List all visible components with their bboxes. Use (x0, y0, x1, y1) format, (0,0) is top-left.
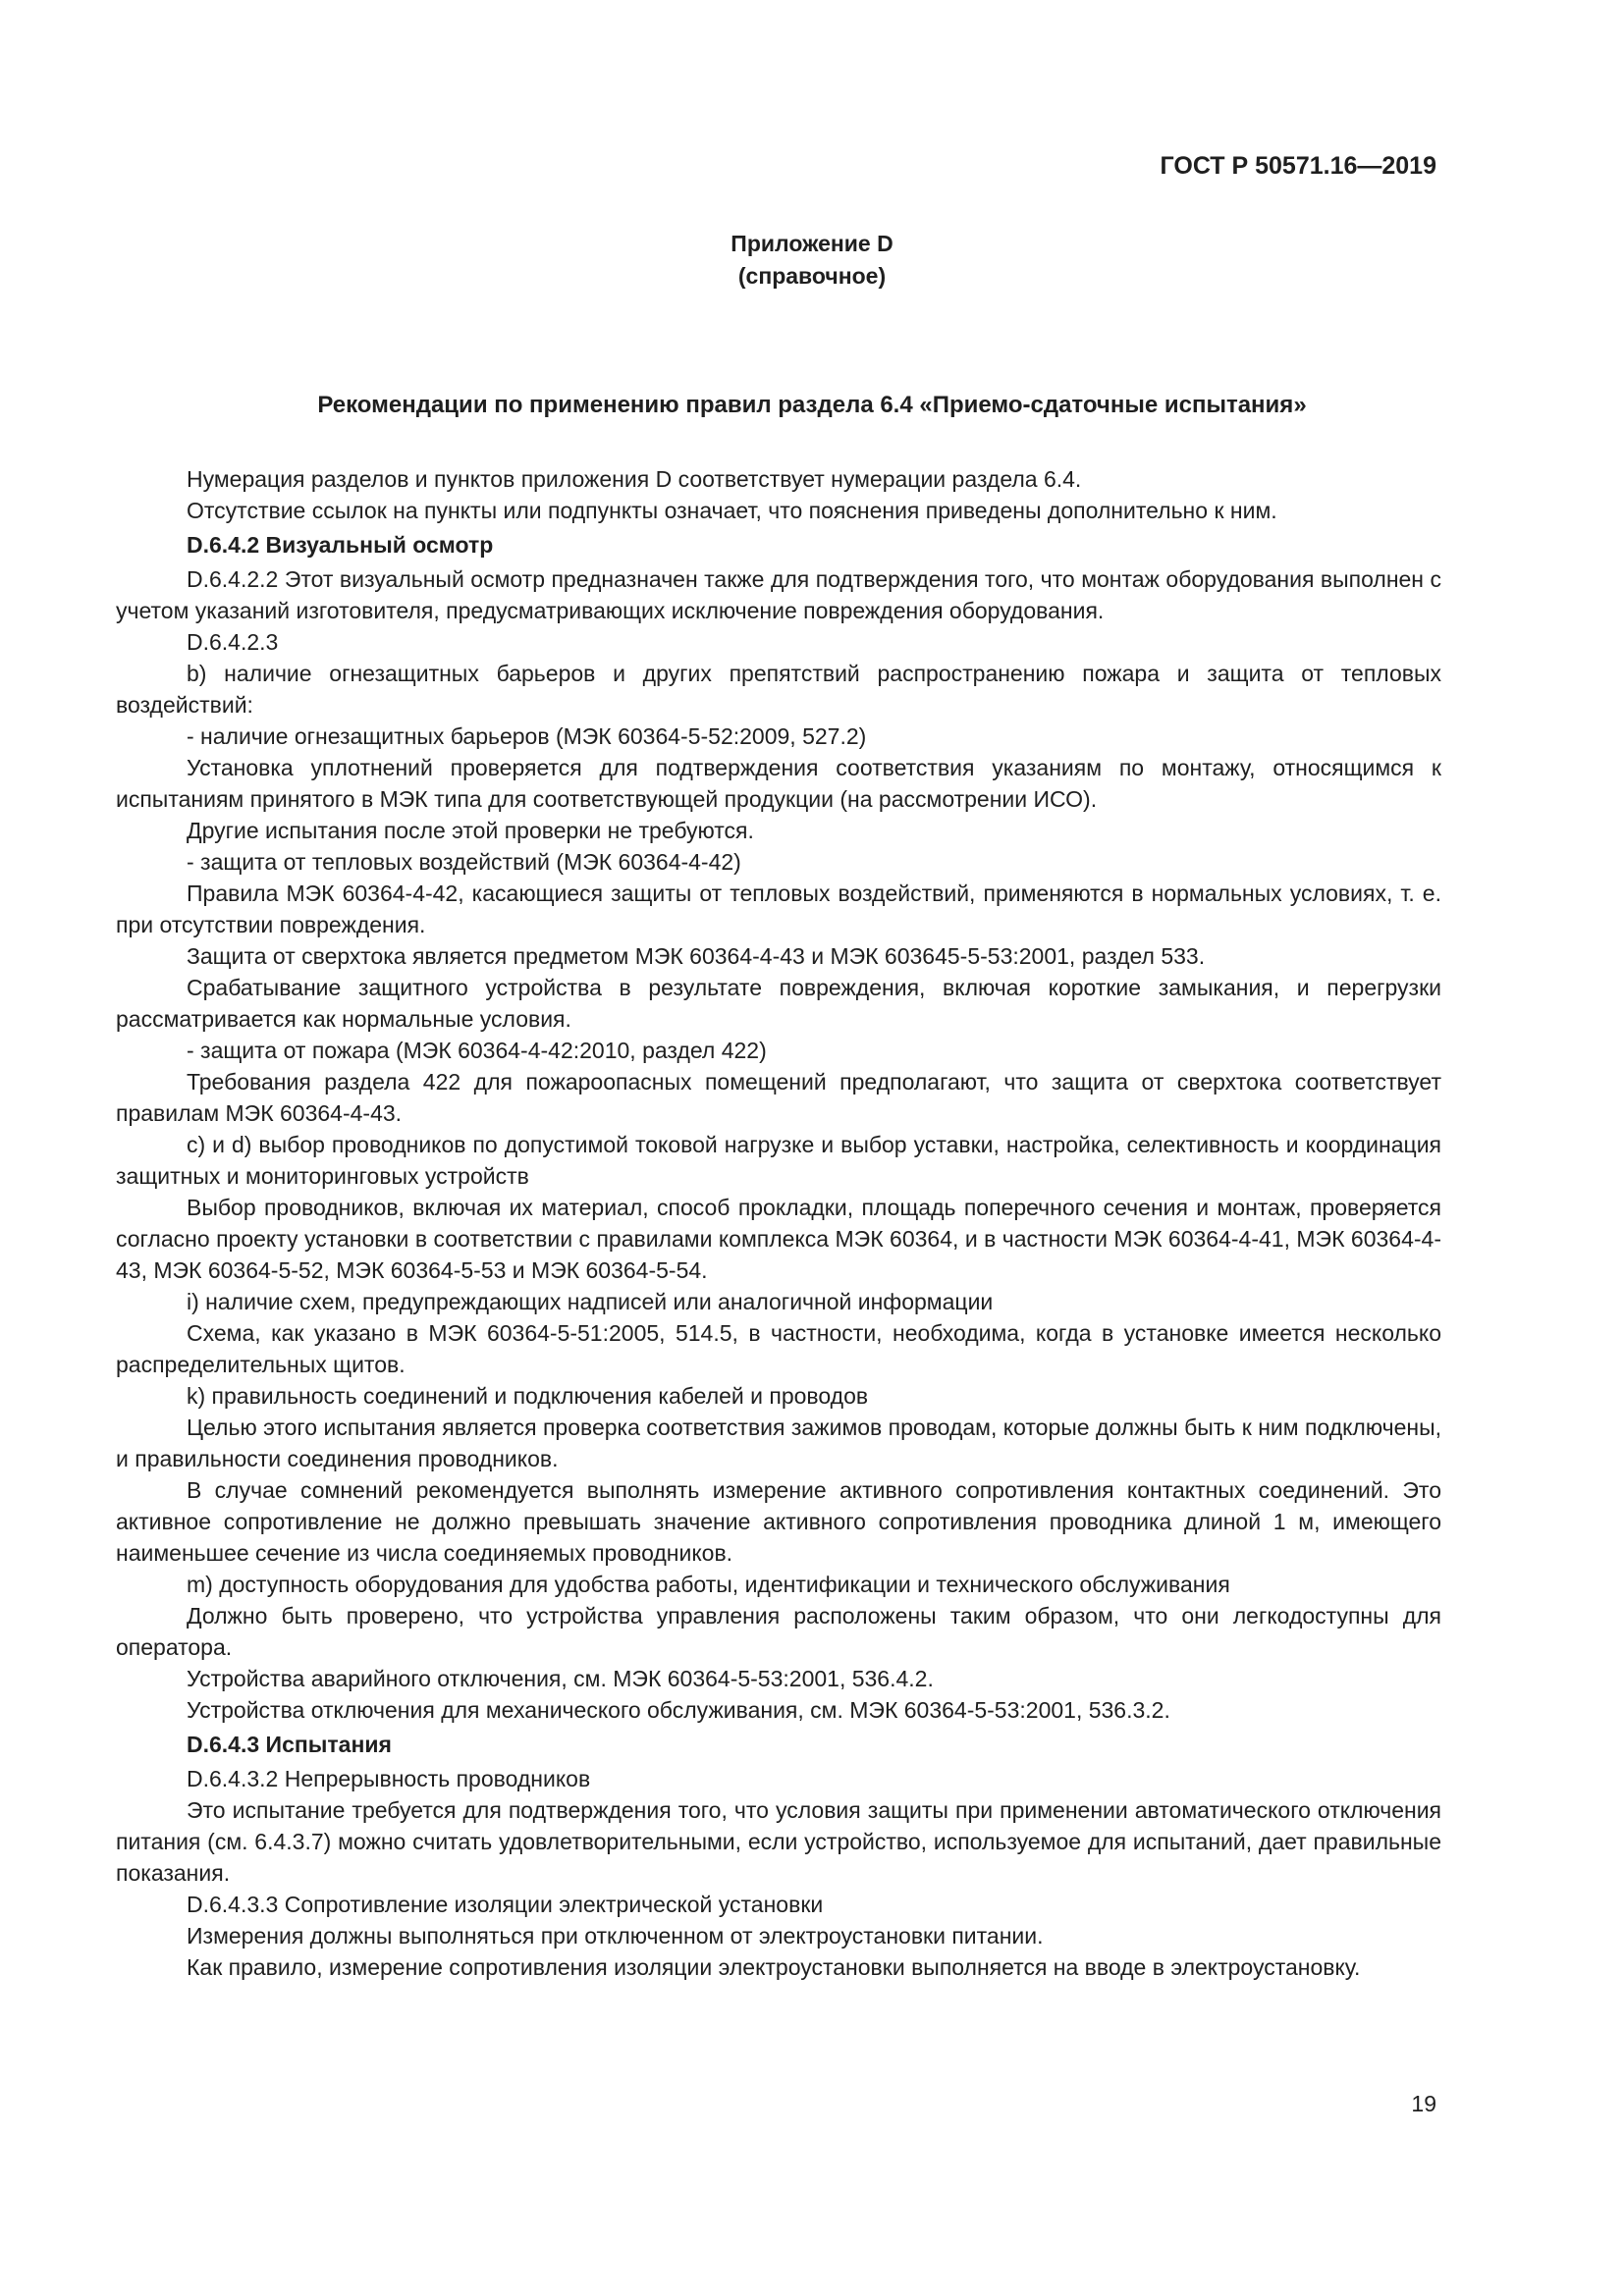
paragraph: Защита от сверхтока является предметом МЭК 60364-4-43 и МЭК 603645-5-53:2001, раздел 533. (187, 943, 1206, 969)
paragraph: Устройства аварийного отключения, см. МЭК 60364-5-53:2001, 536.4.2. (187, 1666, 934, 1691)
paragraph: Правила МЭК 60364-4-42, касающиеся защиты от тепловых воздействий, применяются в нормальных условиях, т. е. при отсутствии повреждения. (116, 881, 1441, 937)
subsection-heading: D.6.4.3 Испытания (187, 1732, 392, 1757)
paragraph: - защита от тепловых воздействий (МЭК 60364-4-42) (187, 849, 741, 875)
paragraph: Требования раздела 422 для пожароопасных помещений предполагают, что защита от сверхтока соответствует правилам МЭК 60364-4-43. (116, 1069, 1441, 1126)
paragraph: D.6.4.2.2 Этот визуальный осмотр предназначен также для подтверждения того, что монтаж оборудования выполнен с учетом указаний изготовителя, предусматривающих исключение повреждения оборудования. (116, 566, 1441, 623)
paragraph: i) наличие схем, предупреждающих надписей или аналогичной информации (187, 1289, 994, 1314)
section-heading: Рекомендации по применению правил раздела 6.4 «Приемо-сдаточные испытания» (317, 392, 1307, 418)
paragraph: Срабатывание защитного устройства в результате повреждения, включая короткие замыкания, и перегрузки рассматривается как нормальные условия. (116, 975, 1441, 1032)
subsection-heading: D.6.4.2 Визуальный осмотр (187, 532, 494, 558)
paragraph: Другие испытания после этой проверки не требуются. (187, 818, 754, 843)
paragraph: D.6.4.3.3 Сопротивление изоляции электрической установки (187, 1892, 824, 1917)
paragraph: - наличие огнезащитных барьеров (МЭК 60364-5-52:2009, 527.2) (187, 723, 867, 749)
paragraph: Нумерация разделов и пунктов приложения D соответствует нумерации раздела 6.4. (187, 466, 1082, 492)
annex-subtitle: (справочное) (737, 263, 887, 289)
paragraph: Установка уплотнений проверяется для подтверждения соответствия указаниям по монтажу, относящимся к испытаниям принятого в МЭК типа для соответствующей продукции (на рассмотрении ИСО). (116, 755, 1441, 812)
paragraph: c) и d) выбор проводников по допустимой токовой нагрузке и выбор уставки, настройка, селективность и координация защитных и мониторинговых устройств (116, 1132, 1441, 1189)
paragraph: b) наличие огнезащитных барьеров и других препятствий распространению пожара и защита от тепловых воздействий: (116, 661, 1441, 718)
paragraph: Это испытание требуется для подтверждения того, что условия защиты при применении автоматического отключения питания (см. 6.4.3.7) можно считать удовлетворительными, если устройство, используемое для испытаний, дает правильные показания. (116, 1797, 1441, 1886)
document-body (116, 463, 1441, 1983)
paragraph: Должно быть проверено, что устройства управления расположены таким образом, что они легкодоступны для оператора. (116, 1603, 1441, 1660)
page-number: 19 (1411, 2091, 1436, 2116)
paragraph: В случае сомнений рекомендуется выполнять измерение активного сопротивления контактных соединений. Это активное сопротивление не должно превышать значение активного сопротивления проводника длиной 1 м, имеющего наименьшее сечение из числа соединяемых проводников. (116, 1477, 1441, 1566)
paragraph: Устройства отключения для механического обслуживания, см. МЭК 60364-5-53:2001, 536.3.2. (187, 1697, 1170, 1723)
paragraph: Как правило, измерение сопротивления изоляции электроустановки выполняется на вводе в электроустановку. (187, 1954, 1361, 1980)
paragraph: D.6.4.2.3 (187, 629, 279, 655)
paragraph: Выбор проводников, включая их материал, способ прокладки, площадь поперечного сечения и монтаж, проверяется согласно проекту установки в соответствии с правилами комплекса МЭК 60364, и в частности МЭК 60364-4-41, МЭК 60364-4-43, МЭК 60364-5-52, МЭК 60364-5-53 и МЭК 60364-5-54. (116, 1195, 1441, 1283)
paragraph: k) правильность соединений и подключения кабелей и проводов (187, 1383, 869, 1409)
paragraph: m) доступность оборудования для удобства работы, идентификации и технического обслуживания (187, 1572, 1230, 1597)
annex-title: Приложение D (731, 231, 893, 256)
paragraph: Схема, как указано в МЭК 60364-5-51:2005, 514.5, в частности, необходима, когда в установке имеется несколько распределительных щитов. (116, 1320, 1441, 1377)
paragraph: D.6.4.3.2 Непрерывность проводников (187, 1766, 591, 1791)
paragraph: - защита от пожара (МЭК 60364-4-42:2010, раздел 422) (187, 1038, 767, 1063)
paragraph: Измерения должны выполняться при отключенном от электроустановки питании. (187, 1923, 1044, 1949)
annex-block (0, 228, 1624, 293)
document-code: ГОСТ Р 50571.16—2019 (1160, 152, 1436, 180)
paragraph: Целью этого испытания является проверка соответствия зажимов проводам, которые должны быть к ним подключены, и правильности соединения проводников. (116, 1415, 1441, 1471)
paragraph: Отсутствие ссылок на пункты или подпункты означает, что пояснения приведены дополнительно к ним. (187, 498, 1277, 523)
